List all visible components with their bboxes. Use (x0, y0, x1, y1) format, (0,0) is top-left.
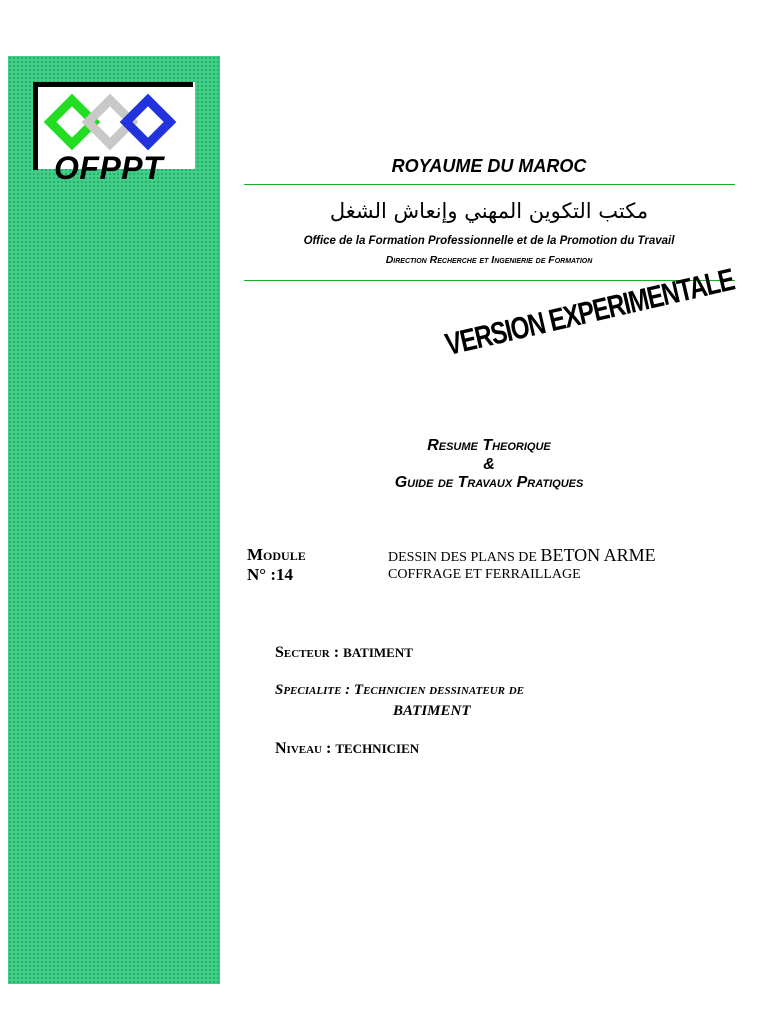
secteur-value: BATIMENT (343, 645, 413, 660)
arabic-organization-name: مكتب التكوين المهني وإنعاش الشغل (329, 199, 649, 223)
module-title-part1: DESSIN DES PLANS DE (388, 550, 537, 565)
module-title-line1 (388, 545, 656, 566)
resume-theorique-title: Resume Theorique (427, 437, 551, 454)
direction-name: Direction Recherche et Ingenierie de Formation (385, 254, 593, 266)
specialite-line1: Specialite : Technicien dessinateur de (275, 682, 525, 698)
secteur-label: Secteur : (275, 644, 340, 661)
logo-text: OFPPT (54, 150, 164, 186)
kingdom-heading: ROYAUME DU MAROC (391, 156, 587, 176)
office-name: Office de la Formation Professionnelle et de la Promotion du Travail (303, 235, 675, 247)
module-label: Module (247, 545, 306, 564)
niveau-field (275, 740, 419, 758)
ofppt-logo-icon (40, 92, 190, 152)
module-title-line2: COFFRAGE ET FERRAILLAGE (388, 567, 581, 582)
niveau-value: TECHNICIEN (335, 741, 420, 756)
experimental-version-stamp: VERSION EXPERIMENTALE (442, 261, 738, 363)
decorative-green-band (8, 56, 220, 984)
header-rule-top (244, 184, 735, 185)
guide-travaux-title: Guide de Travaux Pratiques (394, 474, 584, 491)
specialite-line2: BATIMENT (393, 703, 471, 719)
module-number: N° :14 (247, 565, 293, 584)
ampersand: & (483, 456, 495, 473)
niveau-label: Niveau : (275, 740, 332, 757)
secteur-field (275, 644, 413, 662)
module-title-part2: BETON ARME (540, 545, 656, 565)
